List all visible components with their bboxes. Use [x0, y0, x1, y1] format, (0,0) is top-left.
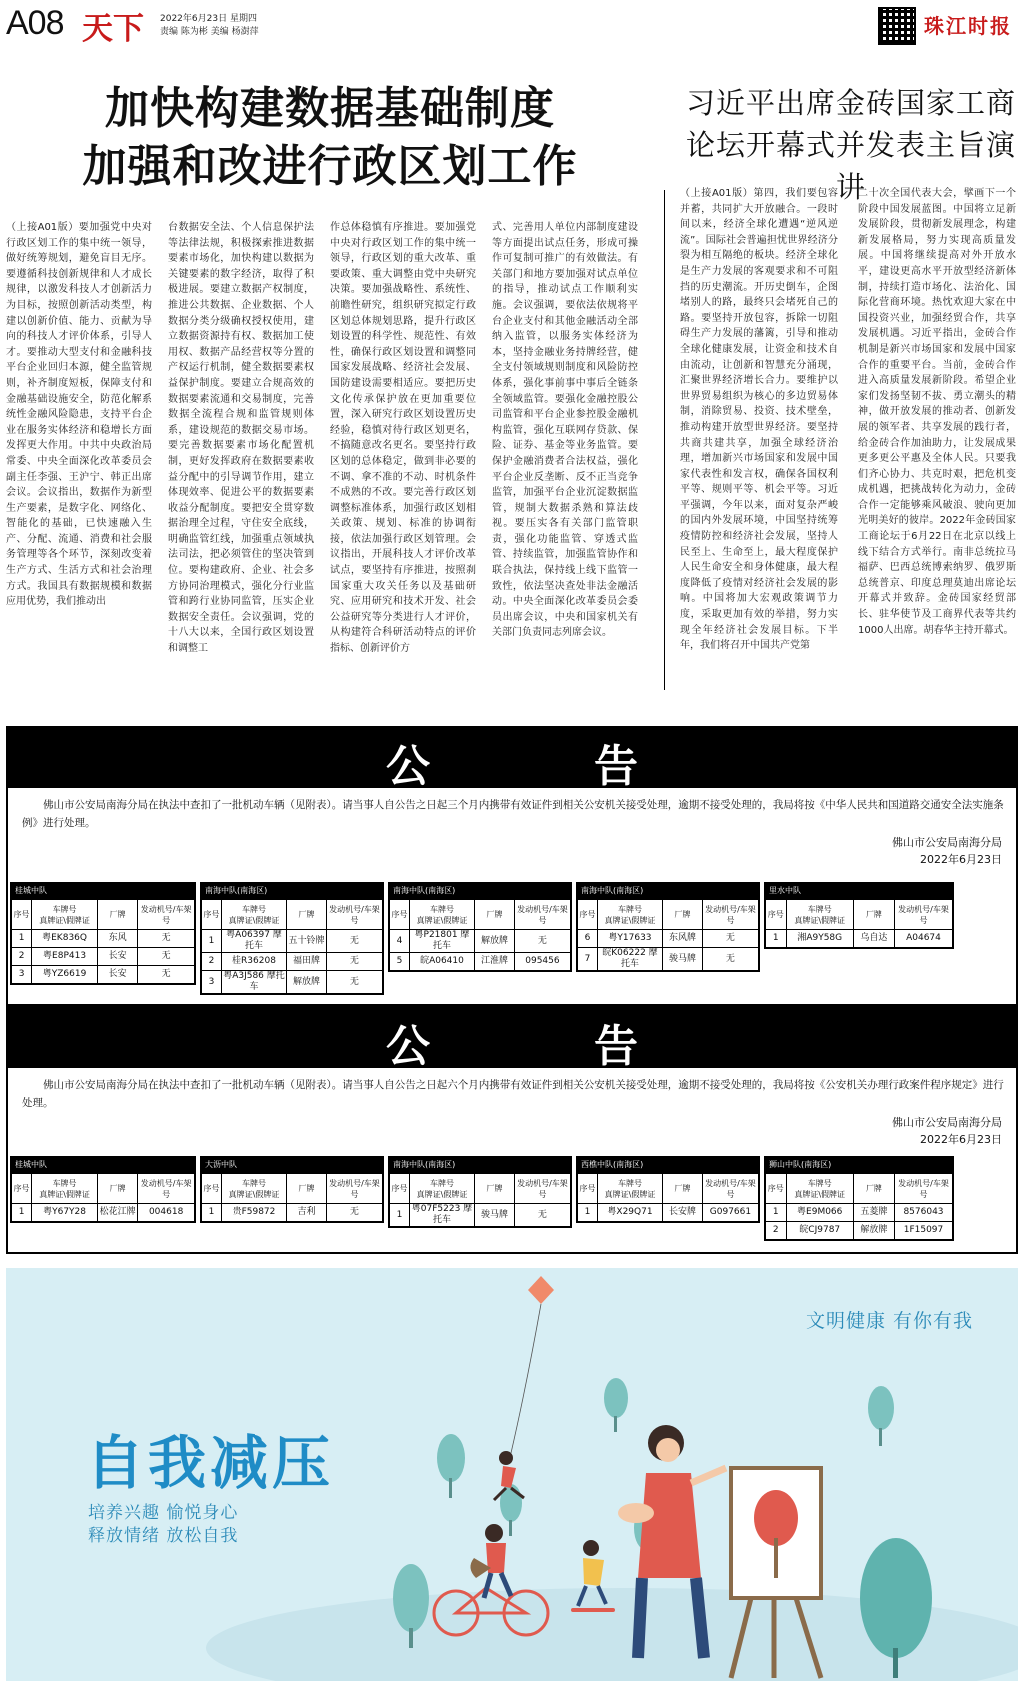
vehicle-table-header-cell: 序号	[12, 900, 32, 930]
vehicle-table-header-row	[766, 900, 953, 930]
vehicle-table-header-cell: 车牌号 真牌证\假牌证	[786, 1174, 853, 1204]
table-row	[578, 1204, 759, 1222]
table-row	[202, 930, 383, 953]
table-cell: 无	[514, 1204, 570, 1227]
vehicle-table-header-cell: 厂牌	[475, 900, 515, 930]
notice-2-band	[6, 1006, 1018, 1072]
notice-2-signer: 佛山市公安局南海分局	[892, 1116, 1002, 1129]
side-article-col-2: 二十次全国代表大会，擘画下一个阶段中国发展蓝图。中国将立足新发展阶段，贯彻新发展理念，构建新发展格局，努力实现高质量发展。中国将继续提高对外开放水平，建设更高水平开放型经济新体制，持续打造市场化、法治化、国际化营商环境。热忱欢迎大家在中国投资兴业，加强经贸合作，共享发展机遇。习近平指出，金砖合作机制是新兴市场国家和发展中国家合作的重要平台。当前，金砖合作进入高质量发展新阶段。希望企业家们发扬坚韧不拔、勇立潮头的精神，做开放发展的推动者、创新发展的领军者、共享发展的践行者，给金砖合作加油助力，让发展成果更多更公平惠及全体人民。只要我们齐心协力、共克时艰，把危机变成机遇，把挑战转化为动力，金砖合作一定能够乘风破浪、驶向更加光明美好的彼岸。2022年金砖国家工商论坛于6月22日在北京以线上线下结合方式举行。南非总统拉马福萨、巴西总统博索纳罗、俄罗斯总统普京、印度总理莫迪出席论坛开幕式并致辞。金砖国家经贸部长、驻华使节及工商界代表等共约1000人出席。胡春华主持开幕式。	[858, 188, 1016, 636]
table-row	[202, 971, 383, 994]
ad-subtitle-line-1: 培养兴趣 愉悦身心	[88, 1503, 239, 1523]
page-number: A08	[6, 4, 64, 42]
table-cell: 骏马牌	[663, 948, 703, 971]
table-row	[390, 930, 571, 953]
vehicle-table-unit: 里水中队	[765, 883, 953, 899]
table-cell: 5	[390, 953, 410, 971]
vehicle-table-header-cell: 厂牌	[98, 900, 138, 930]
table-cell: 粤E8P413	[32, 948, 98, 966]
table-cell: 3	[12, 966, 32, 984]
paper-logo: 珠江时报	[924, 14, 1012, 38]
vehicle-table	[200, 1156, 384, 1223]
table-cell: 解放牌	[287, 971, 327, 994]
vehicle-table	[388, 882, 572, 972]
table-row	[12, 948, 195, 966]
ad-slogan: 文明健康 有你有我	[806, 1310, 974, 1332]
vehicle-table-header-cell: 序号	[12, 1174, 32, 1204]
table-cell: 粤X29Q71	[597, 1204, 662, 1222]
vehicle-table-header-cell: 厂牌	[98, 1174, 138, 1204]
vehicle-table-header-cell: 序号	[766, 1174, 787, 1204]
vehicle-table-header-cell: 车牌号 真牌证\假牌证	[221, 1174, 286, 1204]
vehicle-table-header-cell: 发动机号/车架号	[326, 900, 382, 930]
main-headline-line-2: 加强和改进行政区划工作	[82, 141, 578, 192]
table-row	[202, 953, 383, 971]
vehicle-table-header-cell: 车牌号 真牌证\假牌证	[221, 900, 286, 930]
vehicle-table-header-cell: 厂牌	[287, 1174, 327, 1204]
vehicle-table-header-cell: 发动机号/车架号	[895, 900, 953, 930]
vehicle-table-header-cell: 厂牌	[475, 1174, 515, 1204]
table-cell: 无	[138, 966, 195, 984]
vehicle-table-header-row	[390, 1174, 571, 1204]
table-cell: 东风	[98, 930, 138, 948]
vehicle-table-header-row	[12, 1174, 195, 1204]
kite-string	[511, 1304, 541, 1453]
table-row	[766, 1204, 953, 1222]
table-cell: 无	[702, 930, 758, 948]
issue-date: 2022年6月23日 星期四	[160, 14, 257, 24]
vehicle-table-header-cell: 车牌号 真牌证\假牌证	[597, 1174, 662, 1204]
vehicle-table-header-cell: 车牌号 真牌证\假牌证	[786, 900, 853, 930]
table-cell: G097661	[702, 1204, 758, 1222]
table-cell: 2	[766, 1222, 787, 1240]
table-cell: 无	[702, 948, 758, 971]
table-cell: 1F15097	[895, 1222, 953, 1240]
table-cell: 4	[390, 930, 410, 953]
side-headline-line-1: 习近平出席金砖国家工商	[685, 86, 1016, 120]
vehicle-table-header-cell: 厂牌	[663, 1174, 703, 1204]
table-row	[766, 930, 953, 948]
public-service-ad	[6, 1268, 1018, 1681]
main-headline-line-1: 加快构建数据基础制度	[105, 83, 555, 134]
vehicle-table-header-row	[390, 900, 571, 930]
table-cell: 湘A9Y58G	[786, 930, 853, 948]
ad-subtitle-line-2: 释放情绪 放松自我	[88, 1526, 239, 1546]
notice-1-date: 2022年6月23日	[920, 853, 1002, 866]
table-cell: 无	[138, 948, 195, 966]
table-cell: 2	[12, 948, 32, 966]
vehicle-table-header-cell: 厂牌	[663, 900, 703, 930]
qr-code-icon	[878, 7, 916, 45]
main-article-col-2: 台数据安全法、个人信息保护法等法律法规，积极探索推进数据要素市场化，加快构建以数据为关键要素的数字经济，取得了积极进展。要建立数据产权制度，推进公共数据、企业数据、个人数据分类分级确权授权使用，建立数据资源持有权、数据加工使用权、数据产品经营权等分置的产权运行机制，健全数据要素权益保护制度。要建立合规高效的数据要素流通和交易制度，完善数据全流程合规和监管规则体系，建设规范的数据交易市场。要完善数据要素市场化配置机制，更好发挥政府在数据要素收益分配中的引导调节作用，建立体现效率、促进公平的数据要素收益分配制度。要把安全贯穿数据治理全过程，守住安全底线，明确监管红线，加强重点领域执法司法，把必须管住的坚决管到位。要构建政府、企业、社会多方协同治理模式，强化分行业监管和跨行业协同监管，压实企业数据安全责任。会议强调，党的十八大以来，全国行政区划设置和调整工	[168, 222, 314, 655]
kite-icon	[528, 1276, 554, 1304]
running-child-icon	[499, 1451, 513, 1465]
vehicle-table	[576, 882, 760, 972]
editor-credits: 责编 陈为彬 美编 杨澍萍	[160, 27, 259, 37]
table-cell: 1	[12, 930, 32, 948]
vehicle-table-header-cell: 发动机号/车架号	[514, 1174, 570, 1204]
table-cell: 长安	[98, 966, 138, 984]
table-cell: 无	[326, 971, 382, 994]
table-cell: 8576043	[895, 1204, 953, 1222]
table-cell: 皖K06222 摩托车	[597, 948, 662, 971]
table-cell: 粤Y67Y28	[32, 1204, 98, 1222]
vehicle-table-header-cell: 发动机号/车架号	[702, 900, 758, 930]
vehicle-table	[10, 882, 196, 985]
table-row	[202, 1204, 383, 1222]
vehicle-table	[764, 882, 954, 949]
masthead	[0, 0, 1024, 50]
table-cell: 江淮牌	[475, 953, 515, 971]
vehicle-table-header-cell: 序号	[390, 1174, 410, 1204]
vehicle-table-unit: 南海中队(南海区)	[389, 1157, 571, 1173]
table-row	[766, 1222, 953, 1240]
table-row	[12, 966, 195, 984]
table-row	[578, 930, 759, 948]
vehicle-table-header-cell: 序号	[202, 1174, 222, 1204]
table-cell: 贵F59872	[221, 1204, 286, 1222]
table-cell: 7	[578, 948, 598, 971]
table-cell: 吉利	[287, 1204, 327, 1222]
vehicle-table-header-row	[766, 1174, 953, 1204]
vehicle-table	[576, 1156, 760, 1223]
issue-meta	[160, 13, 259, 39]
table-cell: 无	[326, 1204, 382, 1222]
table-cell: 乌自达	[853, 930, 894, 948]
table-cell: 粤P21801 摩托车	[409, 930, 474, 953]
side-headline-line-2: 论坛开幕式并发表主旨演讲	[685, 128, 1016, 204]
table-cell: 095456	[514, 953, 570, 971]
table-cell: 粤E9M066	[786, 1204, 853, 1222]
table-cell: 骏马牌	[475, 1204, 515, 1227]
table-cell: A04674	[895, 930, 953, 948]
table-cell: 五菱牌	[853, 1204, 894, 1222]
vehicle-table-header-cell: 车牌号 真牌证\假牌证	[597, 900, 662, 930]
vehicle-table-header-row	[202, 1174, 383, 1204]
table-cell: 1	[766, 930, 787, 948]
vehicle-table-header-cell: 厂牌	[853, 900, 894, 930]
table-cell: 长安牌	[663, 1204, 703, 1222]
vehicle-table-header-cell: 发动机号/车架号	[138, 1174, 195, 1204]
column-divider	[664, 190, 665, 690]
table-cell: 1	[202, 1204, 222, 1222]
table-cell: 004618	[138, 1204, 195, 1222]
main-article-col-4: 式、完善用人单位内部制度建设等方面提出试点任务，形成可操作可复制可推广的有效做法。有关部门和地方要加强对试点单位的指导，推动试点工作顺利实施。会议强调，要依法依规将平台企业支付和其他金融活动全部纳入监管，以服务实体经济为本，坚持金融业务持牌经营，健全支付领域规则制度和风险防控体系，强化事前事中事后全链条全领域监管。要强化金融控股公司监管和平台企业参控股金融机构监管，强化互联网存贷款、保险、证券、基金等业务监管。要保护金融消费者合法权益，强化平台企业反垄断、反不正当竞争监管，加强平台企业沉淀数据监管，规制大数据杀熟和算法歧视。要压实各有关部门监管职责，强化功能监管、穿透式监管、持续监管，加强监管协作和联合执法，保持线上线下监管一致性，依法坚决查处非法金融活动。中央全面深化改革委员会委员出席会议，中央和国家机关有关部门负责同志列席会议。	[492, 222, 638, 639]
vehicle-table-unit: 狮山中队(南海区)	[765, 1157, 953, 1173]
table-cell: 1	[202, 930, 222, 953]
vehicle-table-header-row	[12, 900, 195, 930]
vehicle-table-header-cell: 发动机号/车架号	[702, 1174, 758, 1204]
section-title: 天下	[82, 11, 144, 47]
table-cell: 无	[326, 930, 382, 953]
vehicle-table-header-cell: 发动机号/车架号	[514, 900, 570, 930]
vehicle-table-header-cell: 发动机号/车架号	[895, 1174, 953, 1204]
vehicle-table-header-row	[578, 1174, 759, 1204]
table-cell: 桂R36208	[221, 953, 286, 971]
table-cell: 粤07F5223 摩托车	[409, 1204, 474, 1227]
table-cell: 粤YZ6619	[32, 966, 98, 984]
table-row	[390, 953, 571, 971]
main-article-col-3: 作总体稳慎有序推进。要加强党中央对行政区划工作的集中统一领导，行政区划的重大改革、重要政策、重大调整由党中央研究决策。要加强战略性、系统性、前瞻性研究，组织研究拟定行政区划总体规划思路，提升行政区划设置的科学性、规范性、有效性，确保行政区划设置和调整同国家发展战略、经济社会发展、国防建设需要相适应。要把历史文化传承保护放在更加重要位置，深入研究行政区划设置历史经验，稳慎对待行政区划更名，不搞随意改名更名。要坚持行政区划的总体稳定，做到非必要的不调、拿不准的不动、时机条件不成熟的不改。要完善行政区划调整标准体系，加强行政区划相关政策、规划、标准的协调衔接，依法加强行政区划管理。会议指出，开展科技人才评价改革试点，要坚持有序推进，按照刹国家重大攻关任务以及基础研究、应用研究和技术开发、社会公益研究等分类进行人才评价，从构建符合科研活动特点的评价指标、创新评价方	[330, 222, 476, 655]
vehicle-table	[388, 1156, 572, 1228]
notice-1-signature	[892, 834, 1002, 868]
table-cell: 长安	[98, 948, 138, 966]
side-article-col-1: （上接A01版）第四，我们要包容并蓄，共同扩大开放融合。一段时间以来，经济全球化遭遇“逆风逆流”。国际社会普遍担忧世界经济分裂为相互隔绝的板块。经济全球化是生产力发展的客观要求和不可阻挡的历史潮流。开历史倒车，企图堵别人的路，最终只会堵死自己的路。要坚持开放包容，拆除一切阻碍生产力发展的藩篱，引导和推动全球化健康发展，让资金和技术自由流动，让创新和智慧充分涌现，汇聚世界经济增长合力。要维护以世界贸易组织为核心的多边贸易体制，消除贸易、投资、技术壁垒，推动构建开放型世界经济。要坚持共商共建共享，加强全球经济治理，增加新兴市场国家和发展中国家代表性和发言权，确保各国权利平等、规则平等、机会平等。习近平强调，今年以来，面对复杂严峻的国内外发展环境，中国坚持统筹疫情防控和经济社会发展，坚持人民至上、生命至上，最大程度保护人民生命安全和身体健康，最大程度降低了疫情对经济社会发展的影响。中国将加大宏观政策调节力度，采取更加有效的举措，努力实现全年经济社会发展目标。下半年，我们将召开中国共产党第	[680, 188, 838, 652]
table-cell: 1	[578, 1204, 598, 1222]
notice-1-title: 公 告	[386, 741, 698, 792]
table-cell: 粤Y17633	[597, 930, 662, 948]
table-cell: 1	[390, 1204, 410, 1227]
table-row	[578, 948, 759, 971]
vehicle-table-header-cell: 厂牌	[287, 900, 327, 930]
table-cell: 无	[326, 953, 382, 971]
vehicle-table-unit: 南海中队(南海区)	[577, 883, 759, 899]
table-cell: 1	[12, 1204, 32, 1222]
vehicle-table-header-row	[202, 900, 383, 930]
table-cell: 无	[138, 930, 195, 948]
table-cell: 皖CJ9787	[786, 1222, 853, 1240]
table-cell: 无	[514, 930, 570, 953]
table-cell: 粤EK836Q	[32, 930, 98, 948]
notice-1-band	[6, 726, 1018, 792]
table-cell: 皖A06410	[409, 953, 474, 971]
vehicle-table-header-cell: 车牌号 真牌证\假牌证	[32, 1174, 98, 1204]
vehicle-table-unit: 桂城中队	[11, 883, 195, 899]
ad-title: 自我减压	[86, 1429, 335, 1497]
vehicle-table-header-cell: 车牌号 真牌证\假牌证	[409, 900, 474, 930]
vehicle-table-unit: 南海中队(南海区)	[389, 883, 571, 899]
table-cell: 解放牌	[853, 1222, 894, 1240]
table-cell: 1	[766, 1204, 787, 1222]
vehicle-table-header-cell: 序号	[766, 900, 787, 930]
notice-1-text: 佛山市公安局南海分局在执法中查扣了一批机动车辆（见附表）。请当事人自公告之日起三个月内携带有效证件到相关公安机关接受处理，逾期不接受处理的，我局将按《中华人民共和国道路交通安全法实施条例》进行处理。	[22, 799, 1004, 829]
table-cell: 五十铃牌	[287, 930, 327, 953]
table-row	[12, 930, 195, 948]
vehicle-table-header-cell: 序号	[390, 900, 410, 930]
vehicle-table-unit: 大沥中队	[201, 1157, 383, 1173]
table-cell: 松花江牌	[98, 1204, 138, 1222]
main-article-col-1: （上接A01版）要加强党中央对行政区划工作的集中统一领导，做好统筹规划，避免盲目无序。要遵循科技创新规律和人才成长规律，以激发科技人才创新活力为目标，按照创新活动类型，构建以创新价值、能力、贡献为导向的科技人才评价体系，引导人才。要推动大型支付和金融科技平台企业回归本源，健全监管规则，补齐制度短板，保障支付和金融基础设施安全，防范化解系统性金融风险隐患，支持平台企业在服务实体经济和稳增长方面发挥更大作用。中共中央政治局常委、中央全面深化改革委员会副主任李强、王沪宁、韩正出席会议。会议指出，数据作为新型生产要素，是数字化、网络化、智能化的基础，已快速融入生产、分配、流通、消费和社会服务管理等各个环节，深刻改变着生产方式、生活方式和社会治理方式。我国具有数据规模和数据应用优势，我们推动出	[6, 222, 152, 608]
table-cell: 3	[202, 971, 222, 994]
notice-1-signer: 佛山市公安局南海分局	[892, 836, 1002, 849]
vehicle-table-header-row	[578, 900, 759, 930]
table-cell: 粤A06397 摩托车	[221, 930, 286, 953]
vehicle-table-unit: 南海中队(南海区)	[201, 883, 383, 899]
table-cell: 福田牌	[287, 953, 327, 971]
vehicle-table	[200, 882, 384, 995]
notice-2-text: 佛山市公安局南海分局在执法中查扣了一批机动车辆（见附表）。请当事人自公告之日起六个月内携带有效证件到相关公安机关接受处理，逾期不接受处理的，我局将按《公安机关办理行政案件程序规定》进行处理。	[22, 1079, 1004, 1109]
vehicle-table-header-cell: 序号	[578, 1174, 598, 1204]
vehicle-table	[10, 1156, 196, 1223]
vehicle-table-unit: 桂城中队	[11, 1157, 195, 1173]
table-row	[390, 1204, 571, 1227]
table-cell: 2	[202, 953, 222, 971]
main-headline	[60, 80, 600, 196]
vehicle-table-header-cell: 序号	[202, 900, 222, 930]
vehicle-table-header-cell: 发动机号/车架号	[326, 1174, 382, 1204]
table-cell: 解放牌	[475, 930, 515, 953]
table-row	[12, 1204, 195, 1222]
vehicle-table-header-cell: 发动机号/车架号	[138, 900, 195, 930]
vehicle-table	[764, 1156, 954, 1241]
table-cell: 6	[578, 930, 598, 948]
vehicle-table-header-cell: 序号	[578, 900, 598, 930]
notice-2-signature	[892, 1114, 1002, 1148]
vehicle-table-header-cell: 厂牌	[853, 1174, 894, 1204]
notice-2-date: 2022年6月23日	[920, 1133, 1002, 1146]
table-cell: 粤A3J586 摩托车	[223, 971, 285, 992]
vehicle-table-unit: 西樵中队(南海区)	[577, 1157, 759, 1173]
ad-subtitle	[88, 1502, 238, 1548]
vehicle-table-header-cell: 车牌号 真牌证\假牌证	[32, 900, 98, 930]
notice-2-title: 公 告	[386, 1021, 698, 1072]
table-cell: 东风牌	[663, 930, 703, 948]
vehicle-table-header-cell: 车牌号 真牌证\假牌证	[409, 1174, 474, 1204]
